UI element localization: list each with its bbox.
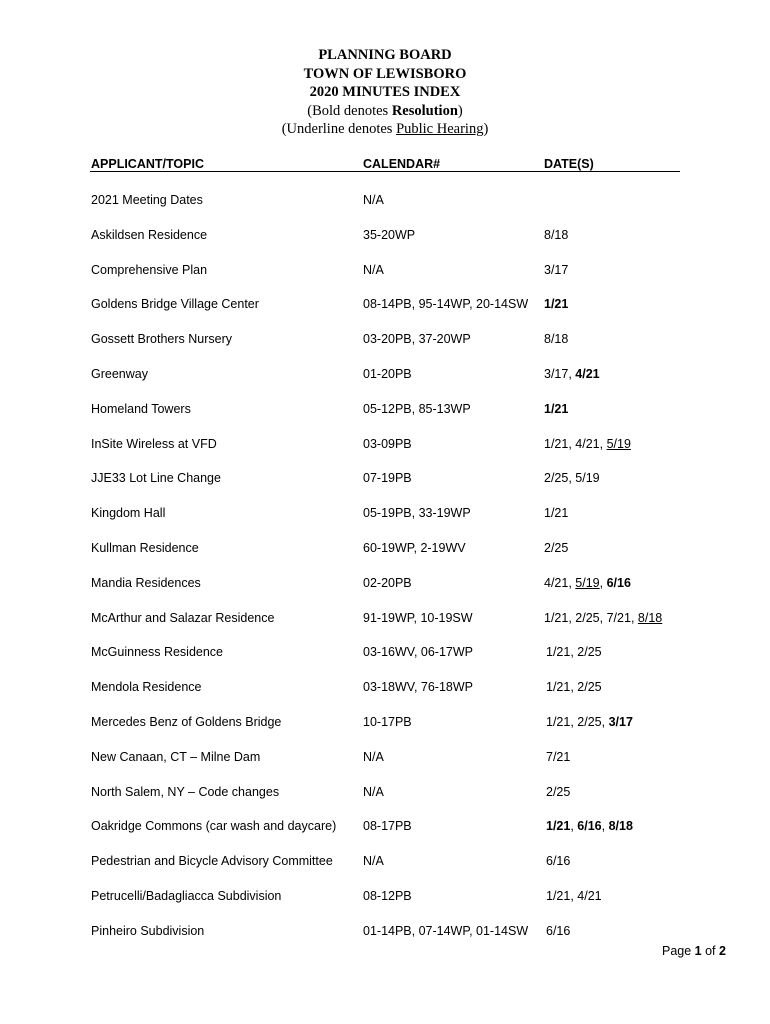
topic-cell: Mandia Residences: [91, 575, 201, 590]
topic-cell: Mercedes Benz of Goldens Bridge: [91, 715, 282, 729]
date-entry: 8/18: [608, 819, 633, 834]
table-row: [0, 854, 770, 872]
date-separator: ,: [570, 645, 578, 660]
table-row: [0, 576, 770, 594]
page-middle: of: [701, 944, 719, 958]
date-separator: ,: [570, 819, 578, 834]
date-separator: ,: [601, 819, 609, 834]
topic-cell: Pinheiro Subdivision: [91, 923, 205, 938]
date-separator: ,: [570, 889, 578, 903]
topic-cell: InSite Wireless at VFD: [91, 436, 217, 451]
date-separator: ,: [601, 715, 609, 729]
calendar-cell: N/A: [363, 854, 384, 869]
date-entry: 6/16: [606, 575, 631, 590]
topic-cell: Kullman Residence: [91, 541, 199, 555]
date-entry: 1/21: [546, 819, 571, 834]
date-entry: 5/19: [575, 471, 600, 486]
page-total: 2: [719, 944, 726, 958]
calendar-cell: 01-20PB: [363, 367, 412, 381]
date-separator: ,: [599, 575, 607, 590]
date-entry: 3/17: [544, 367, 569, 381]
board-title: PLANNING BOARD: [318, 47, 452, 63]
table-row: [0, 332, 770, 350]
topic-cell: Oakridge Commons (car wash and daycare): [91, 819, 337, 834]
page-current: 1: [694, 944, 702, 958]
dates-cell: [546, 645, 602, 659]
dates-cell: [546, 715, 633, 729]
town-title: TOWN OF LEWISBORO: [303, 65, 467, 82]
dates-cell: [546, 924, 570, 938]
table-row: [0, 819, 770, 837]
table-row: [0, 889, 770, 907]
calendar-cell: N/A: [363, 262, 384, 277]
table-row: [0, 437, 770, 455]
dates-cell: [546, 750, 570, 764]
table-row: [0, 541, 770, 559]
calendar-cell: 10-17PB: [363, 715, 412, 729]
calendar-cell: 08-14PB, 95-14WP, 20-14SW: [363, 297, 529, 312]
calendar-cell: N/A: [363, 193, 384, 207]
date-entry: 8/18: [544, 332, 569, 347]
date-separator: ,: [568, 367, 576, 381]
calendar-cell: 07-19PB: [363, 471, 412, 486]
calendar-cell: 03-09PB: [363, 436, 412, 451]
dates-cell: [544, 332, 568, 346]
date-entry: 7/21: [606, 610, 631, 625]
page-prefix: Page: [662, 944, 695, 958]
dates-cell: [546, 785, 570, 799]
header-rule: [90, 171, 680, 172]
topic-cell: McArthur and Salazar Residence: [91, 610, 275, 625]
date-entry: 4/21: [544, 575, 569, 590]
table-row: [0, 680, 770, 698]
table-row: [0, 228, 770, 246]
column-header-applicant: APPLICANT/TOPIC: [91, 157, 204, 171]
column-header-calendar: CALENDAR#: [363, 157, 441, 171]
dates-cell: [544, 367, 600, 381]
calendar-cell: 08-17PB: [363, 819, 412, 834]
underline-legend-suffix: ): [483, 121, 489, 137]
dates-cell: [544, 471, 600, 485]
date-entry: 4/21: [575, 367, 600, 381]
dates-cell: [546, 854, 570, 868]
document-header: [0, 46, 770, 139]
bold-legend-suffix: ): [457, 102, 463, 119]
table-row: [0, 506, 770, 524]
topic-cell: Mendola Residence: [91, 680, 202, 695]
date-separator: ,: [599, 436, 607, 451]
topic-cell: Petrucelli/Badagliacca Subdivision: [91, 889, 282, 903]
calendar-cell: 35-20WP: [363, 227, 416, 242]
calendar-cell: 05-12PB, 85-13WP: [363, 401, 471, 416]
date-entry: 1/21: [546, 715, 571, 729]
dates-cell: [544, 576, 631, 590]
bold-legend-term: Resolution: [391, 102, 458, 119]
underline-legend-term: Public Hearing: [396, 121, 484, 137]
table-row: [0, 611, 770, 629]
index-title: 2020 MINUTES INDEX: [309, 84, 461, 100]
dates-cell: [544, 228, 568, 242]
table-row: [0, 924, 770, 942]
table-row: [0, 402, 770, 420]
table-row: [0, 785, 770, 803]
topic-cell: New Canaan, CT – Milne Dam: [91, 749, 261, 764]
page-number: [662, 944, 726, 958]
date-separator: ,: [570, 715, 578, 729]
date-entry: 6/16: [577, 819, 602, 834]
table-row: [0, 471, 770, 489]
table-row: [0, 645, 770, 663]
table-row: [0, 367, 770, 385]
underline-legend: [0, 120, 770, 139]
topic-cell: Goldens Bridge Village Center: [91, 297, 259, 312]
calendar-cell: 60-19WP, 2-19WV: [363, 541, 466, 555]
bold-legend-prefix: (Bold denotes: [307, 102, 392, 119]
date-entry: 2/25: [577, 645, 602, 660]
date-separator: ,: [630, 610, 638, 625]
calendar-cell: 03-18WV, 76-18WP: [363, 680, 474, 695]
calendar-cell: 05-19PB, 33-19WP: [363, 506, 471, 521]
dates-cell: [546, 819, 633, 833]
calendar-cell: N/A: [363, 749, 384, 764]
date-entry: 1/21: [546, 889, 571, 903]
date-entry: 2/25: [577, 680, 602, 695]
date-entry: 3/17: [608, 715, 633, 729]
calendar-cell: 03-16WV, 06-17WP: [363, 645, 474, 660]
dates-cell: [546, 889, 602, 903]
date-entry: 8/18: [544, 227, 569, 242]
calendar-cell: 01-14PB, 07-14WP, 01-14SW: [363, 923, 529, 938]
date-entry: 6/16: [546, 854, 571, 869]
date-entry: 5/19: [606, 436, 631, 451]
date-entry: 8/18: [637, 610, 663, 625]
dates-cell: [544, 506, 568, 520]
column-header-dates: DATE(S): [544, 157, 594, 171]
bold-legend: [0, 102, 770, 121]
date-separator: ,: [570, 680, 578, 695]
date-separator: ,: [568, 610, 576, 625]
topic-cell: Gossett Brothers Nursery: [91, 332, 233, 347]
topic-cell: Pedestrian and Bicycle Advisory Committee: [91, 854, 333, 869]
date-entry: 4/21: [577, 889, 602, 903]
date-entry: 1/21: [544, 506, 569, 521]
date-separator: ,: [568, 436, 576, 451]
date-entry: 1/21: [544, 436, 569, 451]
date-entry: 2/25: [544, 541, 569, 555]
table-row: [0, 297, 770, 315]
date-separator: ,: [568, 575, 576, 590]
dates-cell: [544, 437, 631, 451]
date-entry: 1/21: [546, 645, 571, 660]
dates-cell: [544, 402, 568, 416]
topic-cell: Kingdom Hall: [91, 506, 166, 521]
date-entry: 1/21: [544, 401, 569, 416]
calendar-cell: 08-12PB: [363, 889, 412, 903]
dates-cell: [544, 297, 568, 311]
underline-legend-prefix: (Underline denotes: [281, 121, 397, 137]
table-row: [0, 715, 770, 733]
date-entry: 1/21: [544, 610, 569, 625]
dates-cell: [546, 680, 602, 694]
topic-cell: McGuinness Residence: [91, 645, 224, 660]
date-entry: 2/25: [546, 784, 571, 799]
topic-cell: 2021 Meeting Dates: [91, 193, 203, 207]
date-entry: 1/21: [546, 680, 571, 695]
topic-cell: Askildsen Residence: [91, 227, 208, 242]
table-row: [0, 750, 770, 768]
topic-cell: Greenway: [91, 367, 148, 381]
date-entry: 5/19: [575, 575, 600, 590]
dates-cell: [544, 263, 568, 277]
topic-cell: JJE33 Lot Line Change: [91, 471, 221, 486]
date-separator: ,: [599, 610, 607, 625]
date-entry: 6/16: [546, 923, 571, 938]
date-entry: 1/21: [544, 297, 569, 312]
date-entry: 3/17: [544, 262, 569, 277]
calendar-cell: 02-20PB: [363, 575, 412, 590]
table-row: [0, 193, 770, 211]
date-entry: 4/21: [575, 436, 600, 451]
calendar-cell: 91-19WP, 10-19SW: [363, 610, 473, 625]
dates-cell: [544, 541, 568, 555]
date-entry: 2/25: [577, 715, 602, 729]
topic-cell: Comprehensive Plan: [91, 262, 208, 277]
table-row: [0, 263, 770, 281]
topic-cell: Homeland Towers: [91, 401, 191, 416]
date-entry: 2/25: [544, 471, 569, 486]
date-separator: ,: [568, 471, 576, 486]
calendar-cell: 03-20PB, 37-20WP: [363, 332, 471, 347]
dates-cell: [544, 611, 662, 625]
date-entry: 2/25: [575, 610, 600, 625]
topic-cell: North Salem, NY – Code changes: [91, 784, 280, 799]
date-entry: 7/21: [546, 749, 571, 764]
calendar-cell: N/A: [363, 784, 384, 799]
